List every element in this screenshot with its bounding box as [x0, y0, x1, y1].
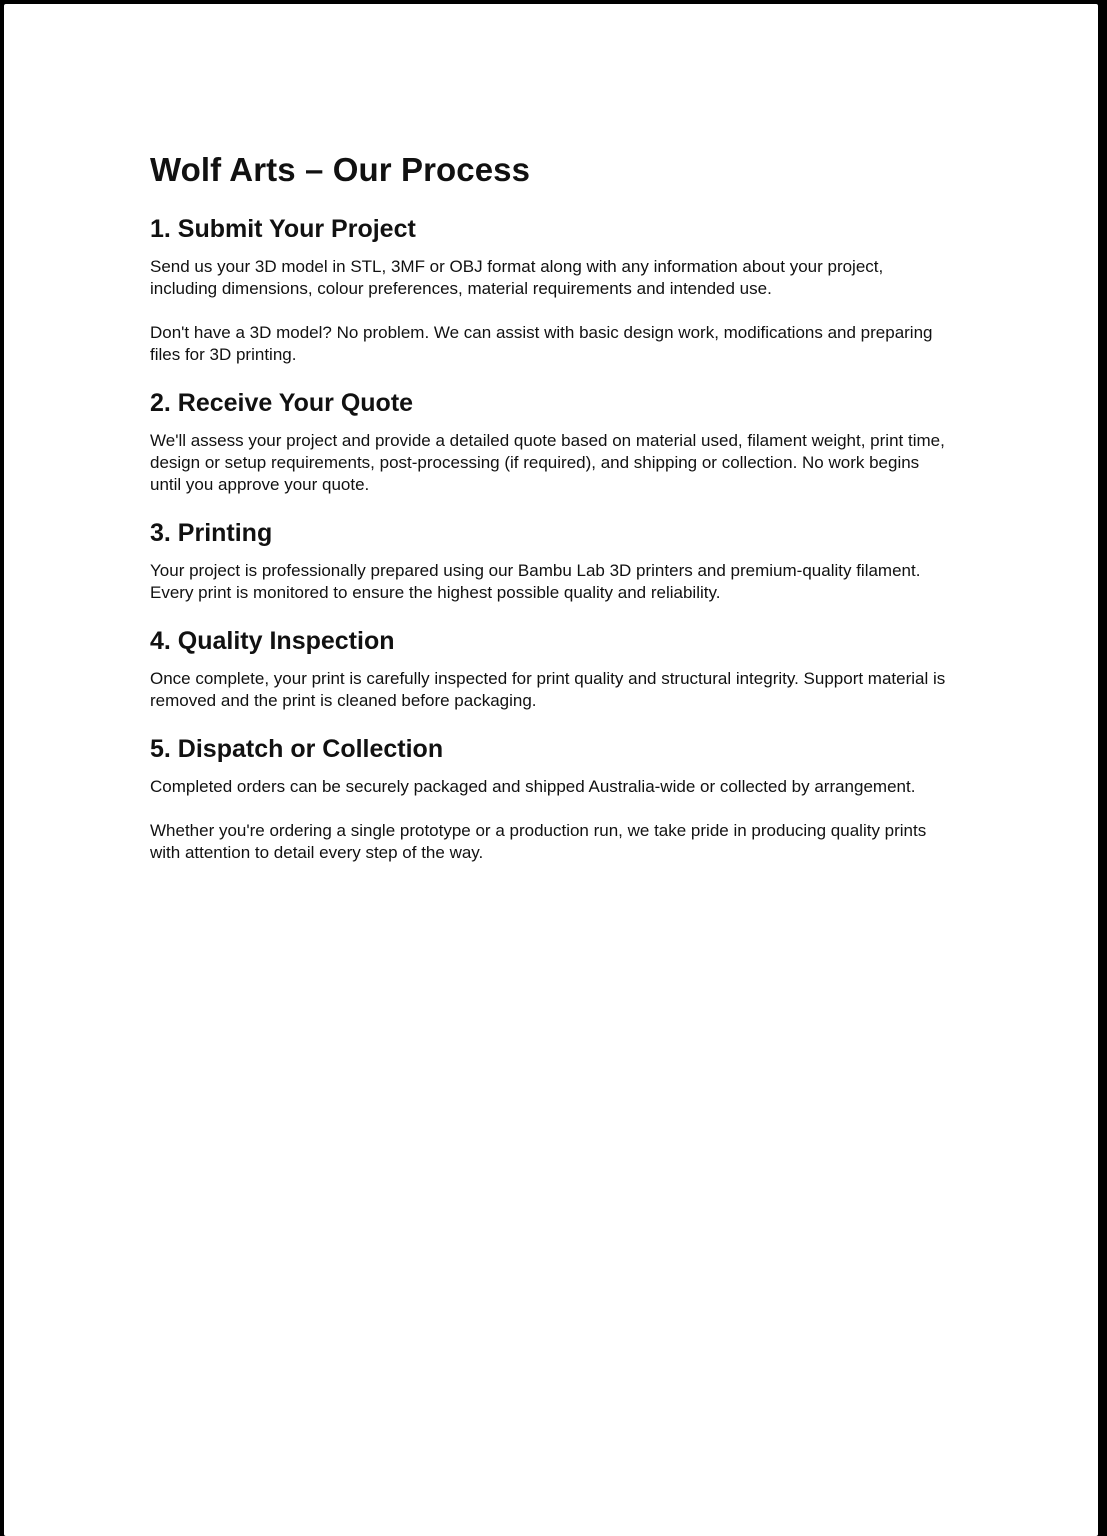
section-heading: 1. Submit Your Project	[150, 215, 416, 243]
section-quality-inspection	[150, 626, 950, 712]
page-title: Wolf Arts – Our Process	[150, 151, 531, 188]
section-paragraph: We'll assess your project and provide a detailed quote based on material used, filament weight, print time, design or setup requirements, post-processing (if required), and shipping or collection. No work begins until you approve your quote.	[150, 431, 945, 494]
section-printing	[150, 518, 950, 604]
section-submit-project	[150, 214, 950, 366]
section-paragraph: Don't have a 3D model? No problem. We can assist with basic design work, modifications and preparing files for 3D printing.	[150, 323, 933, 364]
section-paragraph: Once complete, your print is carefully inspected for print quality and structural integrity. Support material is removed and the print is cleaned before packaging.	[150, 669, 946, 710]
section-paragraph: Send us your 3D model in STL, 3MF or OBJ format along with any information about your project, including dimensions, colour preferences, material requirements and intended use.	[150, 257, 884, 298]
document-page	[4, 4, 1098, 1536]
section-paragraph: Whether you're ordering a single prototype or a production run, we take pride in producing quality prints with attention to detail every step of the way.	[150, 821, 927, 862]
section-heading: 3. Printing	[150, 519, 273, 547]
section-receive-quote	[150, 388, 950, 496]
section-paragraph: Completed orders can be securely packaged and shipped Australia-wide or collected by arrangement.	[150, 777, 916, 796]
section-heading: 4. Quality Inspection	[150, 627, 395, 655]
document-content	[150, 150, 950, 864]
section-paragraph: Your project is professionally prepared using our Bambu Lab 3D printers and premium-quality filament. Every print is monitored to ensure the highest possible quality and reliability.	[150, 561, 921, 602]
section-heading: 5. Dispatch or Collection	[150, 735, 444, 763]
section-dispatch-collection	[150, 734, 950, 864]
section-heading: 2. Receive Your Quote	[150, 389, 414, 417]
